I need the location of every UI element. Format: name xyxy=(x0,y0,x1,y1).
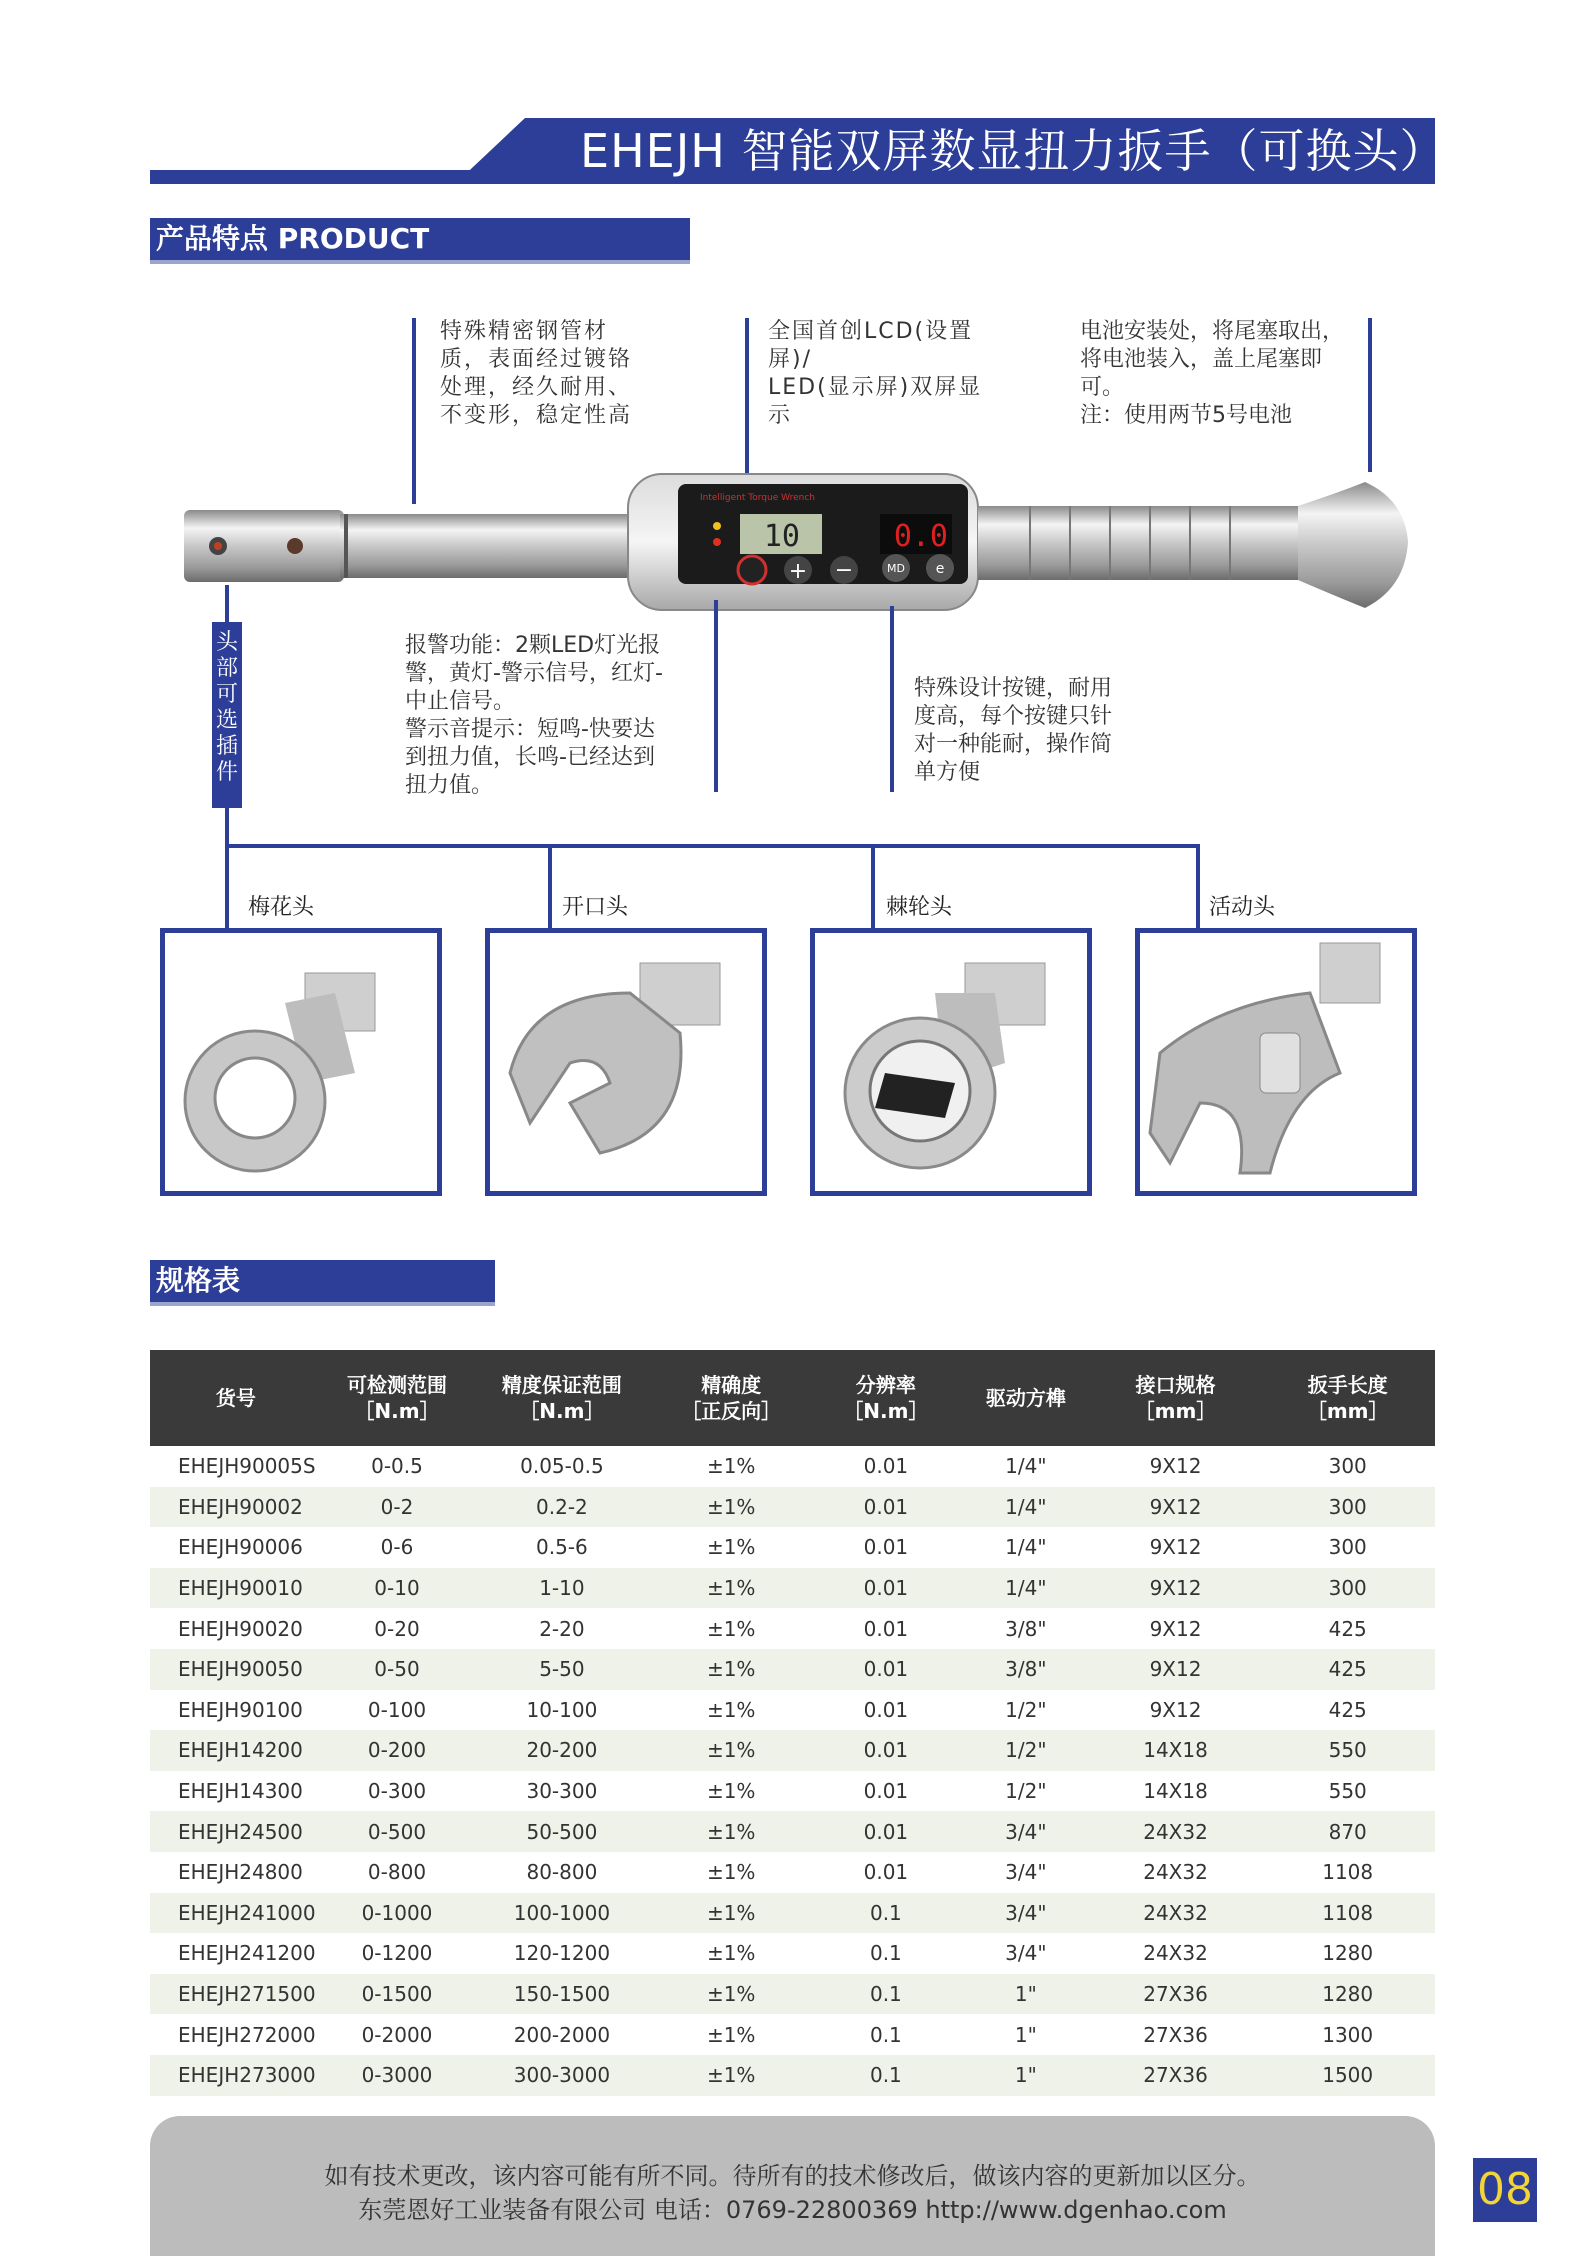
table-cell: ±1% xyxy=(652,2055,811,2096)
table-cell: 1108 xyxy=(1260,1893,1435,1934)
table-cell: 24X32 xyxy=(1091,1811,1261,1852)
table-cell: ±1% xyxy=(652,1608,811,1649)
table-cell: ±1% xyxy=(652,1933,811,1974)
ratchet-head-image xyxy=(810,928,1092,1196)
table-cell: EHEJH273000 xyxy=(150,2055,322,2096)
table-cell: ±1% xyxy=(652,1811,811,1852)
led-display: 0.0 xyxy=(893,519,948,554)
table-cell: ±1% xyxy=(652,1446,811,1487)
table-row xyxy=(150,1933,1435,1974)
table-cell: 0.2-2 xyxy=(472,1487,652,1528)
table-cell: 0.1 xyxy=(811,2055,961,2096)
table-cell: EHEJH90010 xyxy=(150,1568,322,1609)
table-cell: 0-10 xyxy=(322,1568,472,1609)
table-cell: EHEJH14300 xyxy=(150,1771,322,1812)
svg-text:−: − xyxy=(834,558,854,583)
table-cell: ±1% xyxy=(652,1568,811,1609)
table-cell: 0.01 xyxy=(811,1852,961,1893)
table-cell: EHEJH14200 xyxy=(150,1730,322,1771)
section-title-characteristics: 产品特点 PRODUCT CHARACTERISTICS xyxy=(150,218,690,260)
table-cell: 1/4" xyxy=(961,1568,1091,1609)
table-cell: EHEJH271500 xyxy=(150,1974,322,2015)
table-cell: 9X12 xyxy=(1091,1446,1261,1487)
table-cell: 870 xyxy=(1260,1811,1435,1852)
callout-line-lcd xyxy=(745,318,749,478)
connector-drop-2 xyxy=(548,844,552,928)
table-cell: 24X32 xyxy=(1091,1852,1261,1893)
connector-drop-4 xyxy=(1196,844,1200,928)
table-cell: ±1% xyxy=(652,1487,811,1528)
torque-wrench-image xyxy=(180,470,1420,620)
table-cell: 300-3000 xyxy=(472,2055,652,2096)
table-cell: 1280 xyxy=(1260,1974,1435,2015)
table-cell: 9X12 xyxy=(1091,1527,1261,1568)
table-cell: 0.01 xyxy=(811,1649,961,1690)
connector-bar xyxy=(225,844,1200,848)
table-row xyxy=(150,1811,1435,1852)
table-cell: 9X12 xyxy=(1091,1690,1261,1731)
table-cell: 9X12 xyxy=(1091,1487,1261,1528)
table-cell: 550 xyxy=(1260,1771,1435,1812)
table-cell: 0-3000 xyxy=(322,2055,472,2096)
table-cell: ±1% xyxy=(652,1893,811,1934)
table-row xyxy=(150,1852,1435,1893)
table-cell: 425 xyxy=(1260,1649,1435,1690)
table-row xyxy=(150,1974,1435,2015)
table-cell: 1" xyxy=(961,2014,1091,2055)
spec-table xyxy=(150,1350,1435,2096)
e-button-label: e xyxy=(935,561,945,577)
note-alarm: 报警功能：2颗LED灯光报 警，黄灯-警示信号，红灯- 中止信号。 警示音提示：短鸣-快要达 到扭力值，长鸣-已经达到 扭力值。 xyxy=(405,633,663,798)
lcd-display: 10 xyxy=(763,519,800,554)
table-cell: 27X36 xyxy=(1091,2014,1261,2055)
table-cell: 0.1 xyxy=(811,1933,961,1974)
table-cell: EHEJH241000 xyxy=(150,1893,322,1934)
table-cell: 550 xyxy=(1260,1730,1435,1771)
table-cell: EHEJH90005S xyxy=(150,1446,322,1487)
table-row xyxy=(150,1527,1435,1568)
table-row xyxy=(150,1649,1435,1690)
note-battery: 电池安装处，将尾塞取出， 将电池装入，盖上尾塞即 可。 注：使用两节5号电池 xyxy=(1080,319,1345,428)
table-row xyxy=(150,2055,1435,2096)
table-cell: 50-500 xyxy=(472,1811,652,1852)
table-cell: 3/4" xyxy=(961,1852,1091,1893)
table-cell: 0.1 xyxy=(811,2014,961,2055)
table-row xyxy=(150,1608,1435,1649)
table-cell: 0-50 xyxy=(322,1649,472,1690)
table-cell: 1280 xyxy=(1260,1933,1435,1974)
footer-disclaimer: 如有技术更改，该内容可能有所不同。待所有的技术修改后，做该内容的更新加以区分。 xyxy=(324,2162,1261,2190)
table-cell: 20-200 xyxy=(472,1730,652,1771)
table-cell: 9X12 xyxy=(1091,1649,1261,1690)
table-cell: 24X32 xyxy=(1091,1933,1261,1974)
table-cell: 10-100 xyxy=(472,1690,652,1731)
table-cell: ±1% xyxy=(652,1974,811,2015)
table-cell: EHEJH90002 xyxy=(150,1487,322,1528)
table-cell: EHEJH90020 xyxy=(150,1608,322,1649)
table-cell: 14X18 xyxy=(1091,1730,1261,1771)
table-cell: 100-1000 xyxy=(472,1893,652,1934)
table-cell: 0.01 xyxy=(811,1730,961,1771)
table-cell: ±1% xyxy=(652,1852,811,1893)
table-header-cell: 驱动方榫 xyxy=(961,1350,1091,1446)
table-cell: 3/4" xyxy=(961,1893,1091,1934)
table-cell: 425 xyxy=(1260,1608,1435,1649)
table-cell: 1108 xyxy=(1260,1852,1435,1893)
table-row xyxy=(150,2014,1435,2055)
table-cell: 2-20 xyxy=(472,1608,652,1649)
note-buttons: 特殊设计按键，耐用 度高，每个按键只针 对一种能耐，操作简 单方便 xyxy=(914,676,1113,785)
head-label-adjustable: 活动头 xyxy=(1209,895,1276,920)
table-cell: 3/4" xyxy=(961,1811,1091,1852)
table-cell: 0.01 xyxy=(811,1527,961,1568)
table-cell: 1300 xyxy=(1260,2014,1435,2055)
table-cell: 1500 xyxy=(1260,2055,1435,2096)
table-cell: 300 xyxy=(1260,1527,1435,1568)
table-cell: 0-1200 xyxy=(322,1933,472,1974)
table-header-cell: 扳手长度 ［mm］ xyxy=(1260,1350,1435,1446)
table-cell: 3/8" xyxy=(961,1649,1091,1690)
section-underline xyxy=(150,260,690,264)
table-row xyxy=(150,1446,1435,1487)
table-row xyxy=(150,1690,1435,1731)
head-label-ratchet: 棘轮头 xyxy=(886,895,953,920)
table-cell: 0-200 xyxy=(322,1730,472,1771)
connector-drop-1 xyxy=(225,844,229,928)
table-header-cell: 货号 xyxy=(150,1350,322,1446)
table-cell: EHEJH272000 xyxy=(150,2014,322,2055)
table-cell: 1-10 xyxy=(472,1568,652,1609)
table-row xyxy=(150,1487,1435,1528)
table-cell: 0.01 xyxy=(811,1608,961,1649)
table-row xyxy=(150,1568,1435,1609)
table-cell: 1/4" xyxy=(961,1446,1091,1487)
table-cell: 0-2 xyxy=(322,1487,472,1528)
table-cell: 27X36 xyxy=(1091,2055,1261,2096)
table-cell: 0-6 xyxy=(322,1527,472,1568)
table-cell: 3/4" xyxy=(961,1933,1091,1974)
table-cell: 0-0.5 xyxy=(322,1446,472,1487)
table-cell: 5-50 xyxy=(472,1649,652,1690)
table-cell: 120-1200 xyxy=(472,1933,652,1974)
table-cell: 0.1 xyxy=(811,1974,961,2015)
table-cell: 0.01 xyxy=(811,1690,961,1731)
table-cell: 0-2000 xyxy=(322,2014,472,2055)
table-cell: 24X32 xyxy=(1091,1893,1261,1934)
open-head-image xyxy=(485,928,767,1196)
table-cell: 0.01 xyxy=(811,1487,961,1528)
table-cell: 0.05-0.5 xyxy=(472,1446,652,1487)
callout-line-buttons xyxy=(890,606,894,792)
connector-drop-3 xyxy=(871,844,875,928)
optional-heads-tag: 头 部 可 选 插 件 xyxy=(212,622,242,808)
table-cell: 80-800 xyxy=(472,1852,652,1893)
table-cell: 1" xyxy=(961,2055,1091,2096)
table-cell: 3/8" xyxy=(961,1608,1091,1649)
table-cell: 150-1500 xyxy=(472,1974,652,2015)
page-title: EHEJH 智能双屏数显扭力扳手（可换头） xyxy=(580,124,1447,178)
table-cell: 30-300 xyxy=(472,1771,652,1812)
table-cell: 300 xyxy=(1260,1446,1435,1487)
table-cell: EHEJH24800 xyxy=(150,1852,322,1893)
table-cell: ±1% xyxy=(652,1730,811,1771)
table-cell: 0-1500 xyxy=(322,1974,472,2015)
table-cell: 1/2" xyxy=(961,1771,1091,1812)
table-cell: 0.01 xyxy=(811,1568,961,1609)
table-cell: EHEJH24500 xyxy=(150,1811,322,1852)
table-cell: EHEJH241200 xyxy=(150,1933,322,1974)
table-cell: 1" xyxy=(961,1974,1091,2015)
adjustable-head-image xyxy=(1135,928,1417,1196)
table-cell: 0.01 xyxy=(811,1446,961,1487)
table-row xyxy=(150,1893,1435,1934)
table-header-cell: 精确度 ［正反向］ xyxy=(652,1350,811,1446)
section-underline-2 xyxy=(150,1302,495,1306)
svg-text:+: + xyxy=(788,559,808,584)
note-steel-tube: 特殊精密钢管材 质，表面经过镀铬 处理，经久耐用、 不变形，稳定性高 xyxy=(440,319,633,428)
table-header-cell: 接口规格 ［mm］ xyxy=(1091,1350,1261,1446)
footer-contact: 东莞恩好工业装备有限公司 电话：0769-22800369 http://www.dgenhao.com xyxy=(358,2196,1227,2224)
table-cell: 9X12 xyxy=(1091,1568,1261,1609)
table-cell: 1/2" xyxy=(961,1730,1091,1771)
head-label-open: 开口头 xyxy=(562,895,629,920)
table-cell: ±1% xyxy=(652,1690,811,1731)
table-cell: 0.5-6 xyxy=(472,1527,652,1568)
table-cell: ±1% xyxy=(652,1649,811,1690)
table-cell: 9X12 xyxy=(1091,1608,1261,1649)
brand-text: Intelligent Torque Wrench xyxy=(700,493,815,503)
table-cell: 300 xyxy=(1260,1568,1435,1609)
table-row xyxy=(150,1771,1435,1812)
table-cell: 0-300 xyxy=(322,1771,472,1812)
table-cell: 0-20 xyxy=(322,1608,472,1649)
table-cell: 300 xyxy=(1260,1487,1435,1528)
table-cell: ±1% xyxy=(652,1527,811,1568)
page-number: 08 xyxy=(1473,2158,1537,2222)
table-cell: EHEJH90006 xyxy=(150,1527,322,1568)
table-header-cell: 精度保证范围 ［N.m］ xyxy=(472,1350,652,1446)
ring-head-image xyxy=(160,928,442,1196)
table-header-cell: 可检测范围 ［N.m］ xyxy=(322,1350,472,1446)
table-cell: EHEJH90100 xyxy=(150,1690,322,1731)
table-cell: 1/4" xyxy=(961,1527,1091,1568)
table-cell: 0-100 xyxy=(322,1690,472,1731)
table-row xyxy=(150,1730,1435,1771)
table-cell: ±1% xyxy=(652,2014,811,2055)
table-cell: 0.1 xyxy=(811,1893,961,1934)
head-label-ring: 梅花头 xyxy=(248,895,315,920)
table-cell: 14X18 xyxy=(1091,1771,1261,1812)
table-cell: 1/2" xyxy=(961,1690,1091,1731)
table-cell: 0.01 xyxy=(811,1771,961,1812)
note-lcd: 全国首创LCD(设置 屏)/ LED(显示屏)双屏显 示 xyxy=(768,319,983,428)
md-button-label: MD xyxy=(887,562,905,575)
table-cell: ±1% xyxy=(652,1771,811,1812)
callout-line-alarm xyxy=(714,600,718,792)
table-cell: 27X36 xyxy=(1091,1974,1261,2015)
table-cell: EHEJH90050 xyxy=(150,1649,322,1690)
section-title-specifications: 规格表 SPECIFICATIONS xyxy=(150,1260,495,1302)
table-cell: 0-500 xyxy=(322,1811,472,1852)
table-cell: 0-1000 xyxy=(322,1893,472,1934)
table-cell: 0.01 xyxy=(811,1811,961,1852)
table-cell: 425 xyxy=(1260,1690,1435,1731)
table-cell: 200-2000 xyxy=(472,2014,652,2055)
table-cell: 1/4" xyxy=(961,1487,1091,1528)
table-cell: 0-800 xyxy=(322,1852,472,1893)
table-header-cell: 分辨率 ［N.m］ xyxy=(811,1350,961,1446)
